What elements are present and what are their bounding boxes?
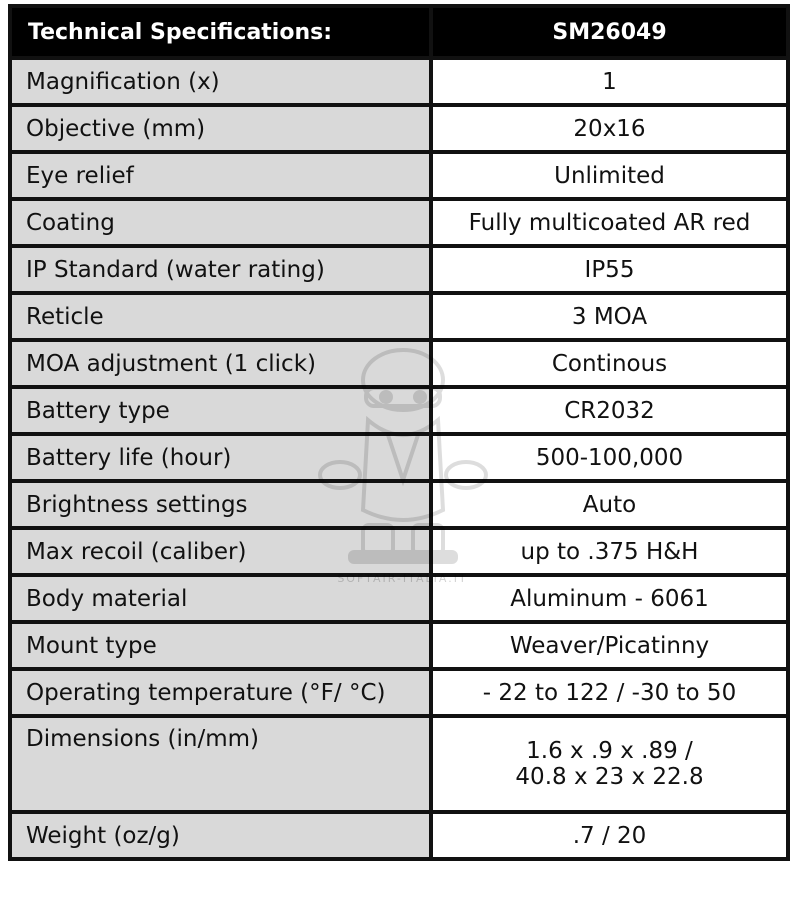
- spec-value: .7 / 20: [431, 812, 788, 859]
- spec-value: 1: [431, 58, 788, 105]
- table-row: [10, 387, 788, 434]
- spec-value: - 22 to 122 / -30 to 50: [431, 669, 788, 716]
- spec-label: Coating: [10, 199, 431, 246]
- spec-label: Eye relief: [10, 152, 431, 199]
- spec-table: [8, 4, 790, 861]
- spec-value-line-2: 40.8 x 23 x 22.8: [515, 764, 704, 790]
- table-row: [10, 340, 788, 387]
- spec-value: [431, 716, 788, 812]
- spec-label: MOA adjustment (1 click): [10, 340, 431, 387]
- spec-value: CR2032: [431, 387, 788, 434]
- spec-label: Magnification (x): [10, 58, 431, 105]
- spec-value: Aluminum - 6061: [431, 575, 788, 622]
- spec-value: Continous: [431, 340, 788, 387]
- table-header-row: [10, 6, 788, 58]
- table-row: [10, 528, 788, 575]
- header-label: Technical Specifications:: [10, 6, 431, 58]
- spec-value: IP55: [431, 246, 788, 293]
- spec-value: 20x16: [431, 105, 788, 152]
- spec-value: Fully multicoated AR red: [431, 199, 788, 246]
- spec-label: Operating temperature (°F/ °C): [10, 669, 431, 716]
- spec-label: Battery life (hour): [10, 434, 431, 481]
- header-model: SM26049: [431, 6, 788, 58]
- spec-label: Weight (oz/g): [10, 812, 431, 859]
- table-row: [10, 434, 788, 481]
- spec-label: Objective (mm): [10, 105, 431, 152]
- spec-label: Dimensions (in/mm): [10, 716, 431, 812]
- spec-label: IP Standard (water rating): [10, 246, 431, 293]
- table-row: [10, 199, 788, 246]
- spec-value-line-1: 1.6 x .9 x .89 /: [526, 738, 693, 764]
- table-row: [10, 152, 788, 199]
- table-row: [10, 246, 788, 293]
- spec-value: up to .375 H&H: [431, 528, 788, 575]
- spec-value: Weaver/Picatinny: [431, 622, 788, 669]
- spec-value: 3 MOA: [431, 293, 788, 340]
- spec-label: Max recoil (caliber): [10, 528, 431, 575]
- table-row: [10, 293, 788, 340]
- spec-label: Brightness settings: [10, 481, 431, 528]
- table-row: [10, 575, 788, 622]
- table-row: [10, 669, 788, 716]
- table-row: [10, 58, 788, 105]
- spec-value: Auto: [431, 481, 788, 528]
- spec-label: Reticle: [10, 293, 431, 340]
- spec-value: 500-100,000: [431, 434, 788, 481]
- spec-label: Mount type: [10, 622, 431, 669]
- spec-label: Battery type: [10, 387, 431, 434]
- table-row: [10, 481, 788, 528]
- table-row: [10, 105, 788, 152]
- table-row: [10, 622, 788, 669]
- table-row: [10, 812, 788, 859]
- table-row: [10, 716, 788, 812]
- spec-label: Body material: [10, 575, 431, 622]
- spec-value: Unlimited: [431, 152, 788, 199]
